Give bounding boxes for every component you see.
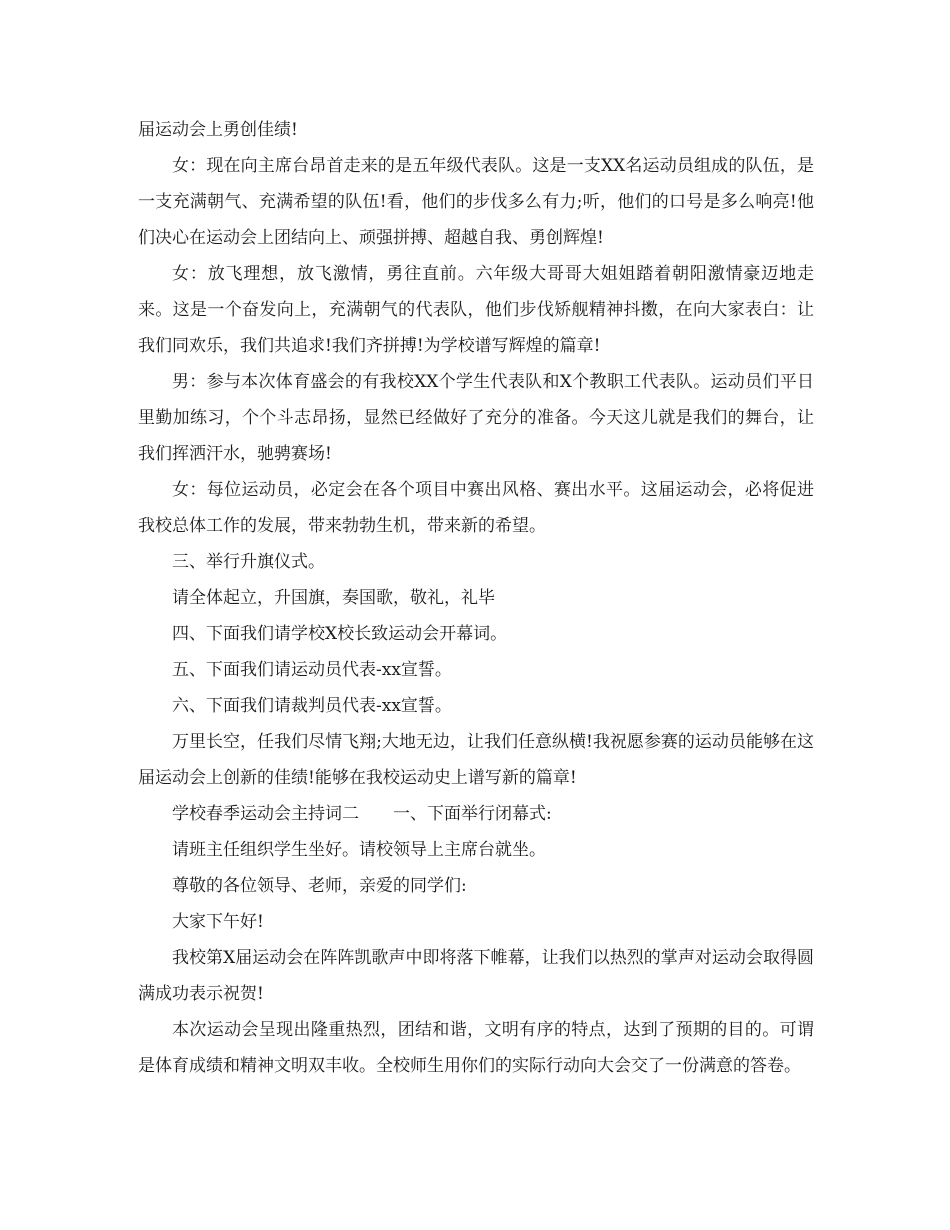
document-body xyxy=(138,112,814,1084)
section-flag-ceremony: 三、举行升旗仪式。 xyxy=(172,552,325,572)
section-referee-oath: 六、下面我们请裁判员代表-xx宣誓。 xyxy=(172,696,452,716)
paragraph-continuation: 届运动会上勇创佳绩! xyxy=(138,120,298,140)
paragraph-anthem: 请全体起立，升国旗，奏国歌，敬礼，礼毕 xyxy=(172,588,495,608)
paragraph-athletes-wish: 女：每位运动员，必定会在各个项目中赛出风格、赛出水平。这届运动会，必将促进我校总体工作的发展，带来勃勃生机，带来新的希望。 xyxy=(138,480,814,536)
section-opening-speech: 四、下面我们请学校X校长致运动会开幕词。 xyxy=(172,624,508,644)
paragraph-greeting-audience: 尊敬的各位领导、老师，亲爱的同学们: xyxy=(172,876,467,896)
paragraph-closing-announcement: 我校第X届运动会在阵阵凯歌声中即将落下帷幕，让我们以热烈的掌声对运动会取得圆满成功表示祝贺! xyxy=(138,948,814,1004)
paragraph-grade5-team: 女：现在向主席台昂首走来的是五年级代表队。这是一支XX名运动员组成的队伍，是一支充满朝气、充满希望的队伍!看，他们的步伐多么有力;听，他们的口号是多么响亮!他们决心在运动会上团结向上、顽强拼搏、超越自我、勇创辉煌! xyxy=(138,156,814,248)
paragraph-seating: 请班主任组织学生坐好。请校领导上主席台就坐。 xyxy=(172,840,546,860)
heading-closing-script: 学校春季运动会主持词二 一、下面举行闭幕式: xyxy=(172,804,552,824)
paragraph-blessing: 万里长空，任我们尽情飞翔;大地无边，让我们任意纵横!我祝愿参赛的运动员能够在这届运动会上创新的佳绩!能够在我校运动史上谱写新的篇章! xyxy=(138,732,814,788)
paragraph-grade6-team: 女：放飞理想，放飞激情，勇往直前。六年级大哥哥大姐姐踏着朝阳激情豪迈地走来。这是一个奋发向上，充满朝气的代表队，他们步伐矫舰精神抖擞，在向大家表白：让我们同欢乐，我们共追求!我们齐拼搏!为学校谱写辉煌的篇章! xyxy=(138,264,814,356)
paragraph-summary: 本次运动会呈现出隆重热烈，团结和谐，文明有序的特点，达到了预期的目的。可谓是体育成绩和精神文明双丰收。全校师生用你们的实际行动向大会交了一份满意的答卷。 xyxy=(138,1020,814,1076)
paragraph-participants: 男：参与本次体育盛会的有我校XX个学生代表队和X个教职工代表队。运动员们平日里勤加练习，个个斗志昂扬，显然已经做好了充分的准备。今天这儿就是我们的舞台，让我们挥洒汗水，驰骋赛场! xyxy=(138,372,814,464)
section-athlete-oath: 五、下面我们请运动员代表-xx宣誓。 xyxy=(172,660,452,680)
paragraph-good-afternoon: 大家下午好! xyxy=(172,912,264,932)
